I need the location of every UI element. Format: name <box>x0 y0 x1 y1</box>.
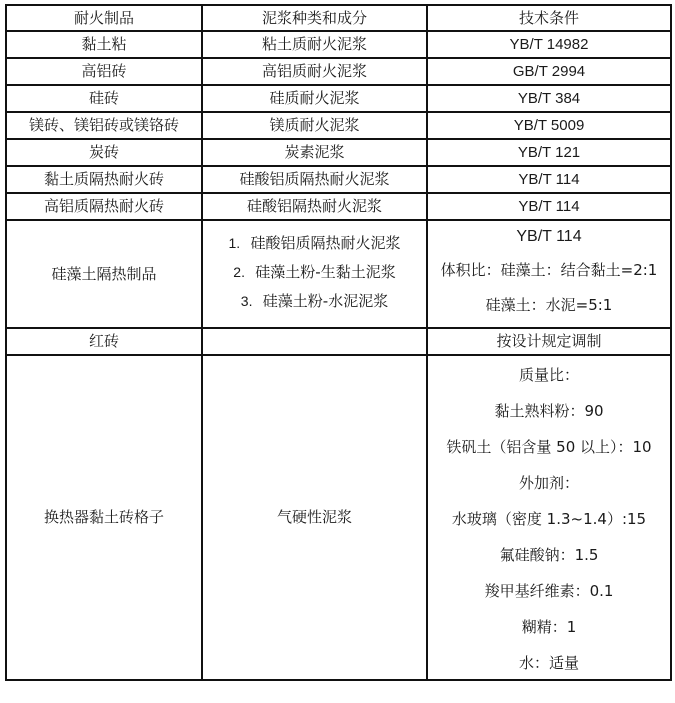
list-item <box>203 262 426 291</box>
cell-mortar: 高铝质耐火泥浆 <box>202 58 427 85</box>
cell-mortar: 硅质耐火泥浆 <box>202 85 427 112</box>
table-row <box>6 193 671 220</box>
mortar-numbered-list <box>203 229 426 320</box>
table-row <box>6 112 671 139</box>
formula-lines <box>428 357 670 679</box>
formula-line: 氟硅酸钠：1.5 <box>499 545 599 564</box>
cell-product: 炭砖 <box>6 139 202 166</box>
cell-mortar: 气硬性泥浆 <box>202 355 427 680</box>
cell-spec: YB/T 114 <box>427 166 671 193</box>
spec-lines <box>428 224 670 325</box>
cell-spec: 按设计规定调制 <box>427 328 671 355</box>
cell-product: 硅砖 <box>6 85 202 112</box>
cell-product: 换热器黏土砖格子 <box>6 355 202 680</box>
cell-mortar: 硅酸铝质隔热耐火泥浆 <box>202 166 427 193</box>
cell-spec: GB/T 2994 <box>427 58 671 85</box>
cell-mortar: 硅酸铝隔热耐火泥浆 <box>202 193 427 220</box>
table-row <box>6 58 671 85</box>
cell-mortar-list <box>202 220 427 328</box>
formula-line: 铁矾土（铝含量 50 以上）：10 <box>446 437 652 456</box>
cell-product: 黏土质隔热耐火砖 <box>6 166 202 193</box>
formula-line: 水玻璃（密度 1.3~1.4）:15 <box>451 509 647 528</box>
table-header-row <box>6 5 671 31</box>
table-row-diatomite <box>6 220 671 328</box>
list-text: 硅酸铝质隔热耐火泥浆 <box>250 233 401 252</box>
formula-line: 羧甲基纤维素：0.1 <box>484 581 614 600</box>
formula-line: 外加剂： <box>518 473 579 492</box>
cell-product: 高铝质隔热耐火砖 <box>6 193 202 220</box>
cell-product: 黏土粘 <box>6 31 202 58</box>
list-text: 硅藻土粉-生黏土泥浆 <box>255 262 396 281</box>
table-row <box>6 166 671 193</box>
cell-mortar: 镁质耐火泥浆 <box>202 112 427 139</box>
list-item <box>203 233 426 262</box>
spec-line: YB/T 114 <box>516 227 582 245</box>
table-row-red-brick <box>6 328 671 355</box>
cell-mortar <box>202 328 427 355</box>
cell-spec: YB/T 384 <box>427 85 671 112</box>
list-number: 2. <box>233 263 245 280</box>
table-row <box>6 31 671 58</box>
cell-spec: YB/T 5009 <box>427 112 671 139</box>
header-spec: 技术条件 <box>427 5 671 31</box>
list-item <box>203 291 426 320</box>
cell-mortar: 炭素泥浆 <box>202 139 427 166</box>
refractory-mortar-table <box>5 4 672 681</box>
table-row <box>6 85 671 112</box>
formula-line: 黏土熟料粉：90 <box>494 401 604 420</box>
spec-line: 硅藻土：水泥=5:1 <box>485 295 613 314</box>
cell-spec: YB/T 121 <box>427 139 671 166</box>
cell-mortar: 粘土质耐火泥浆 <box>202 31 427 58</box>
list-number: 3. <box>240 292 253 309</box>
cell-product: 高铝砖 <box>6 58 202 85</box>
spec-line: 体积比：硅藻土：结合黏土=2:1 <box>440 260 658 279</box>
table-row <box>6 139 671 166</box>
cell-product: 硅藻土隔热制品 <box>6 220 202 328</box>
cell-spec-multiline <box>427 220 671 328</box>
header-product: 耐火制品 <box>6 5 202 31</box>
cell-spec-formula <box>427 355 671 680</box>
cell-spec: YB/T 114 <box>427 193 671 220</box>
list-text: 硅藻土粉-水泥泥浆 <box>262 291 389 310</box>
header-mortar: 泥浆种类和成分 <box>202 5 427 31</box>
table-row-checker <box>6 355 671 680</box>
formula-line: 水：适量 <box>518 653 579 672</box>
formula-line: 质量比： <box>518 365 579 384</box>
cell-spec: YB/T 14982 <box>427 31 671 58</box>
cell-product: 红砖 <box>6 328 202 355</box>
cell-product: 镁砖、镁铝砖或镁铬砖 <box>6 112 202 139</box>
formula-line: 糊精：1 <box>521 617 577 636</box>
list-number: 1. <box>228 234 241 251</box>
